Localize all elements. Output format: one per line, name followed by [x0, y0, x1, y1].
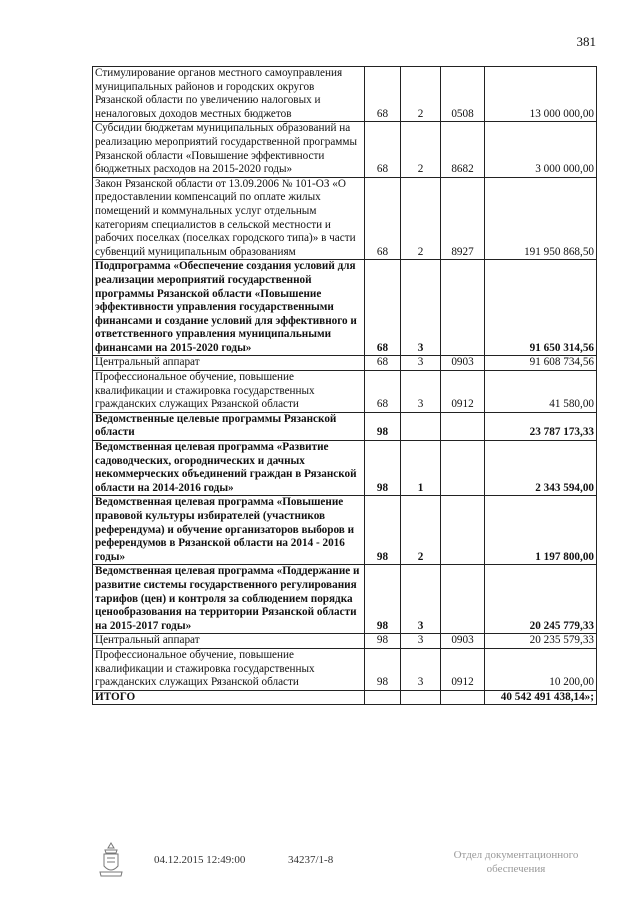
row-name: Ведомственная целевая программа «Повышение правовой культуры избирателей (участников референдума) и обучение организаторов выборов и референдумов в Рязанской области на 2014 - 2016 годы»: [93, 496, 365, 565]
row-code-2: 3: [401, 565, 441, 634]
table-row: [93, 412, 597, 440]
row-code-1: 98: [365, 441, 401, 496]
row-code-3: 8927: [441, 177, 485, 260]
row-name: Ведомственная целевая программа «Развитие садоводческих, огороднических и дачных некоммерческих объединений граждан в Рязанской области на 2014-2016 годы»: [93, 441, 365, 496]
row-amount: 2 343 594,00: [485, 441, 597, 496]
row-code-2: 3: [401, 260, 441, 356]
row-amount: 91 608 734,56: [485, 356, 597, 371]
row-amount: 10 200,00: [485, 648, 597, 690]
row-code-3: [441, 260, 485, 356]
budget-table-body: [93, 67, 597, 691]
row-code-3: 0903: [441, 634, 485, 649]
row-code-1: 68: [365, 122, 401, 177]
total-label: ИТОГО: [93, 690, 365, 705]
row-code-3: 8682: [441, 122, 485, 177]
row-code-3: 0903: [441, 356, 485, 371]
row-name: Центральный аппарат: [93, 356, 365, 371]
row-code-2: 3: [401, 648, 441, 690]
row-name: Ведомственная целевая программа «Поддержание и развитие системы государственного регулирования тарифов (цен) и контроля за соблюдением порядка ценообразования на территории Рязанской области на 2015-2017 годы»: [93, 565, 365, 634]
table-row: [93, 177, 597, 260]
row-code-2: 1: [401, 441, 441, 496]
table-row: [93, 260, 597, 356]
row-code-1: 68: [365, 67, 401, 122]
table-row: [93, 565, 597, 634]
row-amount: 41 580,00: [485, 371, 597, 413]
row-code-1: 98: [365, 634, 401, 649]
table-row: [93, 496, 597, 565]
row-code-1: 98: [365, 648, 401, 690]
row-amount: 23 787 173,33: [485, 412, 597, 440]
row-code-3: [441, 441, 485, 496]
total-empty-cell: [441, 690, 485, 705]
table-row: [93, 634, 597, 649]
footer-department-stamp: Отдел документационного обеспечения: [453, 849, 579, 875]
row-code-2: 2: [401, 496, 441, 565]
row-name: Подпрограмма «Обеспечение создания условий для реализации мероприятий государственной программы Рязанской области «Повышение эффективности управления государственными финансами и создание условий для эффективного и ответственного управления муниципальными финансами на 2015-2020 годы»: [93, 260, 365, 356]
row-name: Профессиональное обучение, повышение квалификации и стажировка государственных гражданских служащих Рязанской области: [93, 648, 365, 690]
row-amount: 191 950 868,50: [485, 177, 597, 260]
footer-datetime: 04.12.2015 12:49:00: [154, 854, 246, 866]
table-row: [93, 122, 597, 177]
row-code-2: 2: [401, 122, 441, 177]
row-amount: 1 197 800,00: [485, 496, 597, 565]
row-code-2: 2: [401, 177, 441, 260]
row-name: Закон Рязанской области от 13.09.2006 № 101-ОЗ «О предоставлении компенсаций по оплате жилых помещений и коммунальных услуг отдельным категориям специалистов в сельской местности и рабочих поселках (поселках городского типа)» в части субвенций муниципальным образованиям: [93, 177, 365, 260]
row-code-3: [441, 565, 485, 634]
row-code-1: 98: [365, 565, 401, 634]
row-amount: 20 245 779,33: [485, 565, 597, 634]
total-empty-cell: [401, 690, 441, 705]
row-code-1: 68: [365, 177, 401, 260]
total-empty-cell: [365, 690, 401, 705]
table-row: [93, 648, 597, 690]
row-code-3: 0508: [441, 67, 485, 122]
row-code-3: 0912: [441, 648, 485, 690]
row-name: Ведомственные целевые программы Рязанской области: [93, 412, 365, 440]
table-row: [93, 441, 597, 496]
budget-table: [92, 66, 597, 705]
row-code-1: 98: [365, 412, 401, 440]
row-code-1: 68: [365, 356, 401, 371]
row-name: Профессиональное обучение, повышение квалификации и стажировка государственных гражданских служащих Рязанской области: [93, 371, 365, 413]
table-row: [93, 356, 597, 371]
row-code-1: 68: [365, 371, 401, 413]
row-code-1: 98: [365, 496, 401, 565]
footer-doc-code: 34237/1-8: [288, 854, 334, 866]
table-row: [93, 67, 597, 122]
row-code-2: 3: [401, 634, 441, 649]
row-code-1: 68: [365, 260, 401, 356]
row-code-2: 3: [401, 356, 441, 371]
row-amount: 3 000 000,00: [485, 122, 597, 177]
row-code-2: 2: [401, 67, 441, 122]
row-name: Стимулирование органов местного самоуправления муниципальных районов и городских округов Рязанской области по увеличению налоговых и неналоговых доходов местных бюджетов: [93, 67, 365, 122]
total-row: [93, 690, 597, 705]
row-amount: 13 000 000,00: [485, 67, 597, 122]
page-number: 381: [576, 34, 596, 49]
coat-of-arms-icon: [96, 840, 126, 880]
row-amount: 20 235 579,33: [485, 634, 597, 649]
row-code-3: [441, 412, 485, 440]
row-amount: 91 650 314,56: [485, 260, 597, 356]
row-code-2: 3: [401, 371, 441, 413]
row-code-3: 0912: [441, 371, 485, 413]
row-name: Субсидии бюджетам муниципальных образований на реализацию мероприятий государственной программы Рязанской области «Повышение эффективности бюджетных расходов на 2015-2020 годы»: [93, 122, 365, 177]
row-code-3: [441, 496, 485, 565]
row-name: Центральный аппарат: [93, 634, 365, 649]
table-row: [93, 371, 597, 413]
total-amount: 40 542 491 438,14»;: [485, 690, 597, 705]
row-code-2: [401, 412, 441, 440]
